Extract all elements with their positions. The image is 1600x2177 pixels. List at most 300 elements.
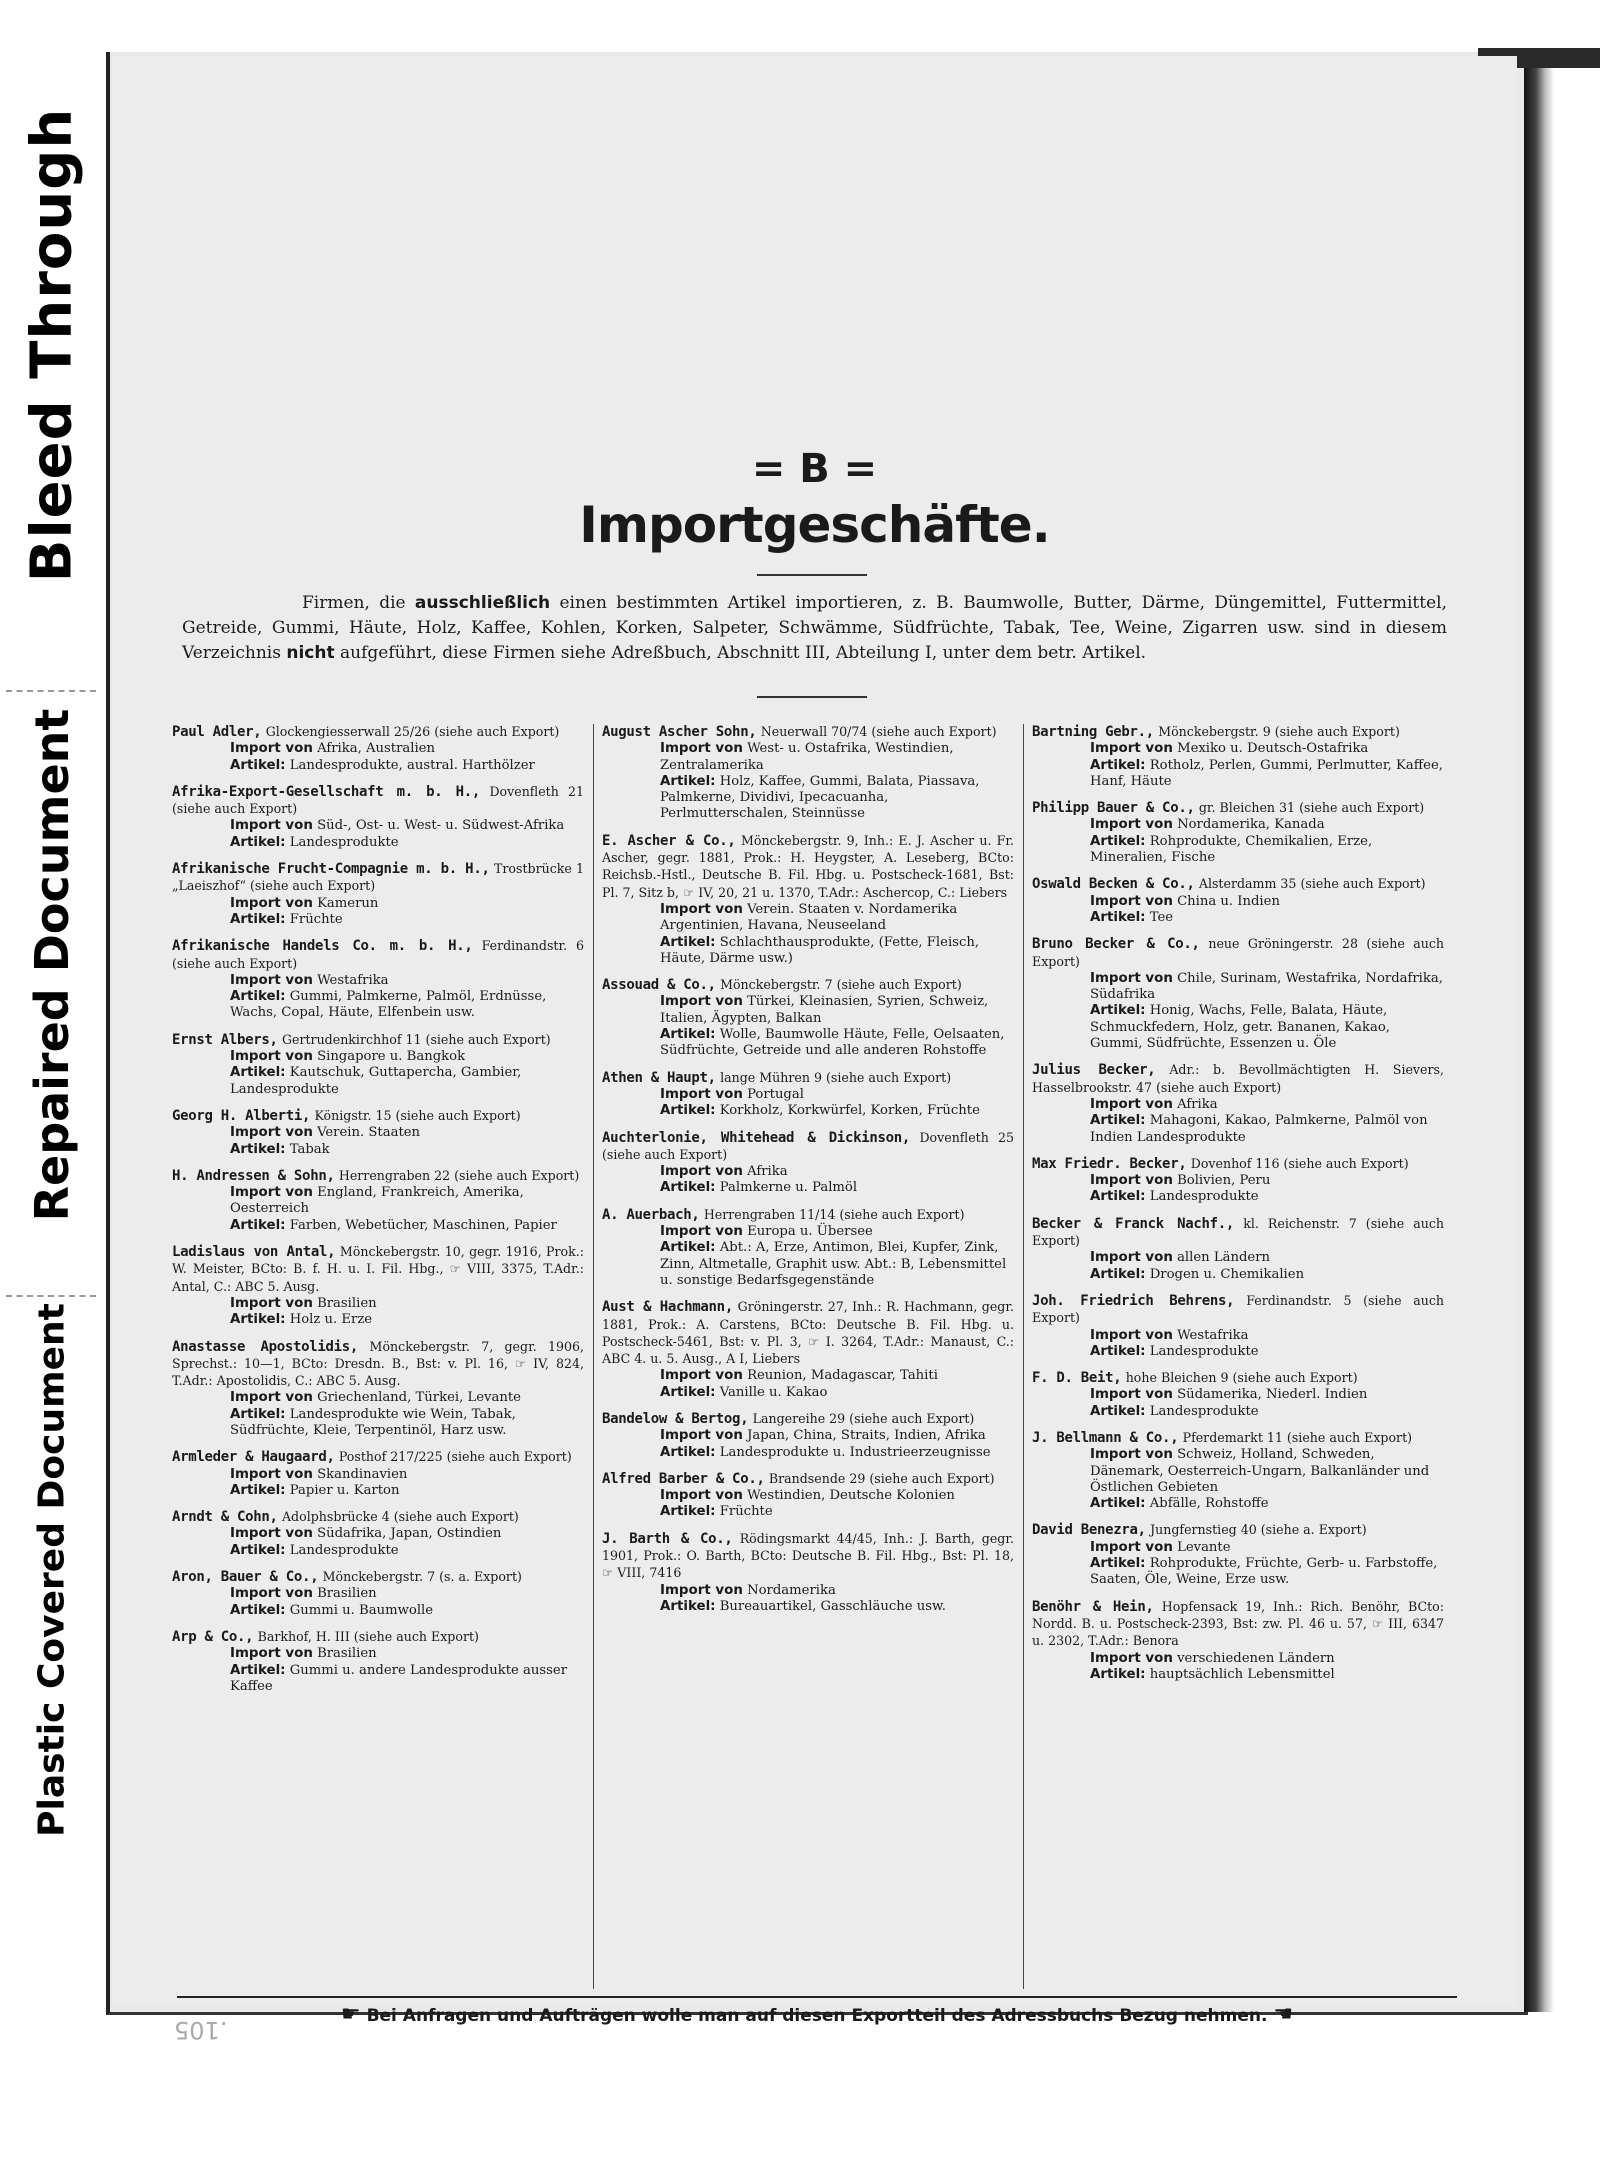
firm-name: A. Auerbach, bbox=[602, 1206, 700, 1223]
directory-entry bbox=[602, 1411, 1014, 1461]
line-label: Artikel: bbox=[660, 1027, 716, 1043]
directory-entry bbox=[1032, 1522, 1444, 1588]
import-line bbox=[172, 973, 584, 989]
firm-name: Julius Becker, bbox=[1032, 1062, 1156, 1079]
article-line bbox=[602, 1385, 1014, 1401]
line-value: England, Frankreich, Amerika, Oesterreich bbox=[230, 1185, 524, 1217]
line-label: Artikel: bbox=[230, 1662, 286, 1678]
firm-address: Brandsende 29 (siehe auch Export) bbox=[768, 1470, 995, 1486]
firm-name: H. Andressen & Sohn, bbox=[172, 1167, 335, 1184]
firm-name: Assouad & Co., bbox=[602, 977, 716, 994]
import-line bbox=[172, 1586, 584, 1602]
import-line bbox=[1032, 1250, 1444, 1266]
intro-paragraph bbox=[182, 591, 1447, 666]
firm-address: Gertrudenkirchhof 11 (siehe auch Export) bbox=[281, 1031, 551, 1047]
import-line bbox=[602, 1583, 1014, 1599]
line-label: Artikel: bbox=[230, 1542, 286, 1558]
line-value: Skandinavien bbox=[317, 1466, 408, 1482]
line-value: Gummi u. Baumwolle bbox=[289, 1602, 434, 1618]
line-value: Früchte bbox=[289, 911, 343, 927]
firm-address: Pferdemarkt 11 (siehe auch Export) bbox=[1182, 1429, 1413, 1445]
line-value: Tabak bbox=[289, 1141, 330, 1157]
firm-name: Benöhr & Hein, bbox=[1032, 1598, 1154, 1615]
line-label: Artikel: bbox=[230, 757, 286, 773]
intro-text: einen bestimmten Artikel importieren, z. B. Baumwolle, Butter, Därme, Düngemittel, Futtermittel, Getreide, Gummi, Häute, Holz, Kaffee, Kohlen, Korken, Salpeter, Schwämme, Südfrüchte, Tabak, Tee, Weine, Zigarren usw. sind in diesem Verzeichnis bbox=[182, 593, 1447, 663]
import-line bbox=[172, 896, 584, 912]
entry-header bbox=[602, 977, 1014, 994]
entry-header bbox=[172, 784, 584, 819]
line-label: Artikel: bbox=[1090, 909, 1146, 925]
directory-entry bbox=[172, 1108, 584, 1158]
page-title: Importgeschäfte. bbox=[579, 496, 1050, 554]
line-label: Import von bbox=[230, 1049, 313, 1065]
article-line bbox=[172, 1663, 584, 1696]
article-line bbox=[1032, 1667, 1444, 1683]
firm-address: Mönckebergstr. 9, Inh.: E. J. Ascher u. Fr. Ascher, gegr. 1881, Prok.: H. Heygster, A. Leseberg, BCto: Reichsb.-Hstl., Deutsche B. Fil. Hbg. u. Postscheck-1681, Bst: Pl. 7, Sitz b, ☞ IV, 20, 21 u. 1370, T.Adr.: Aschercop, C.: Liebers bbox=[602, 832, 1014, 900]
line-value: Griechenland, Türkei, Levante bbox=[317, 1390, 521, 1406]
firm-name: F. D. Beit, bbox=[1032, 1370, 1122, 1387]
firm-address: Adr.: b. Bevollmächtigten H. Sievers, Hasselbrookstr. 47 (siehe auch Export) bbox=[1032, 1062, 1444, 1095]
firm-address: Mönckebergstr. 7 (s. a. Export) bbox=[322, 1569, 522, 1585]
entry-header bbox=[602, 1130, 1014, 1165]
firm-address: Trostbrücke 1 „Laeiszhof“ (siehe auch Export) bbox=[172, 861, 584, 894]
article-line bbox=[602, 1027, 1014, 1060]
line-value: Landesprodukte bbox=[1149, 1403, 1259, 1419]
firm-name: Max Friedr. Becker, bbox=[1032, 1155, 1187, 1172]
line-label: Artikel: bbox=[230, 1065, 286, 1081]
line-value: hauptsächlich Lebensmittel bbox=[1149, 1666, 1335, 1682]
line-value: Kamerun bbox=[317, 895, 379, 911]
article-line bbox=[1032, 1189, 1444, 1205]
import-line bbox=[1032, 1328, 1444, 1344]
line-value: Landesprodukte u. Industrieerzeugnisse bbox=[719, 1444, 991, 1460]
firm-address: hohe Bleichen 9 (siehe auch Export) bbox=[1125, 1370, 1358, 1386]
directory-entry bbox=[602, 1299, 1014, 1401]
firm-name: E. Ascher & Co., bbox=[602, 832, 736, 849]
line-label: Artikel: bbox=[1090, 1003, 1146, 1019]
line-value: Holz, Kaffee, Gummi, Balata, Piassava, Palmkerne, Dividivi, Ipecacuanha, Perlmutterschalen, Steinnüsse bbox=[660, 773, 980, 822]
title-rule bbox=[757, 574, 867, 576]
article-line bbox=[602, 1445, 1014, 1461]
line-value: Mexiko u. Deutsch-Ostafrika bbox=[1177, 741, 1369, 757]
line-value: Schlachthausprodukte, (Fette, Fleisch, Häute, Därme usw.) bbox=[660, 934, 980, 966]
line-label: Artikel: bbox=[230, 1312, 286, 1328]
intro-emphasis: nicht bbox=[286, 643, 335, 663]
import-line bbox=[602, 1368, 1014, 1384]
firm-address: neue Gröningerstr. 28 (siehe auch Export) bbox=[1032, 936, 1444, 969]
line-value: Singapore u. Bangkok bbox=[317, 1049, 466, 1065]
footer-note bbox=[172, 2002, 1462, 2027]
firm-address: Herrengraben 22 (siehe auch Export) bbox=[338, 1167, 580, 1183]
entry-header bbox=[602, 1299, 1014, 1368]
import-line bbox=[172, 1390, 584, 1406]
line-value: Holz u. Erze bbox=[289, 1312, 373, 1328]
firm-address: Ferdinandstr. 5 (siehe auch Export) bbox=[1032, 1292, 1444, 1326]
entry-header bbox=[172, 1569, 584, 1586]
firm-address: Mönckebergstr. 7, gegr. 1906, Sprechst.: 10—1, BCto: Dresdn. B., Bst: v. Pl. 16, ☞ IV, 824, T.Adr.: Apostolidis, C.: ABC 5. Ausg. bbox=[172, 1338, 584, 1389]
article-line bbox=[1032, 910, 1444, 926]
line-label: Artikel: bbox=[230, 1141, 286, 1157]
line-label: Import von bbox=[1090, 1447, 1173, 1463]
line-label: Import von bbox=[230, 1466, 313, 1482]
bleed-through-page-number: .105 bbox=[174, 2016, 228, 2044]
article-line bbox=[602, 1599, 1014, 1615]
line-value: Levante bbox=[1177, 1539, 1231, 1555]
article-line bbox=[1032, 1267, 1444, 1283]
import-line bbox=[172, 1646, 584, 1662]
line-label: Import von bbox=[1090, 817, 1173, 833]
pointing-hand-icon: ☛ bbox=[340, 2002, 361, 2027]
line-value: Chile, Surinam, Westafrika, Nordafrika, Südafrika bbox=[1090, 970, 1443, 1003]
line-value: Verein. Staaten v. Nordamerika Argentinien, Havana, Neuseeland bbox=[660, 901, 958, 934]
line-value: Palmkerne u. Palmöl bbox=[719, 1180, 858, 1196]
line-value: Westafrika bbox=[317, 972, 389, 988]
entry-header bbox=[1032, 1370, 1444, 1387]
line-label: Artikel: bbox=[230, 911, 286, 927]
entry-header bbox=[172, 1449, 584, 1466]
firm-name: Anastasse Apostolidis, bbox=[172, 1338, 359, 1355]
article-line bbox=[1032, 1556, 1444, 1589]
line-label: Artikel: bbox=[660, 1598, 716, 1614]
firm-address: Jungfernstieg 40 (siehe a. Export) bbox=[1150, 1522, 1367, 1538]
line-value: Brasilien bbox=[317, 1646, 377, 1662]
line-value: Farben, Webetücher, Maschinen, Papier bbox=[289, 1217, 557, 1233]
line-label: Import von bbox=[1090, 741, 1173, 757]
import-line bbox=[172, 818, 584, 834]
article-line bbox=[602, 1504, 1014, 1520]
directory-entry bbox=[602, 977, 1014, 1059]
entry-header bbox=[172, 1168, 584, 1185]
line-label: Artikel: bbox=[230, 1406, 286, 1422]
article-line bbox=[1032, 1003, 1444, 1052]
firm-name: Paul Adler, bbox=[172, 724, 262, 740]
firm-address: lange Mühren 9 (siehe auch Export) bbox=[720, 1069, 952, 1085]
firm-address: Ferdinandstr. 6 (siehe auch Export) bbox=[172, 938, 584, 971]
line-label: Import von bbox=[230, 1646, 313, 1662]
line-label: Import von bbox=[230, 818, 313, 834]
entry-header bbox=[602, 833, 1014, 902]
line-label: Import von bbox=[1090, 1327, 1173, 1343]
entry-header bbox=[172, 724, 584, 741]
line-value: Rohprodukte, Früchte, Gerb- u. Farbstoffe, Saaten, Öle, Weine, Erze usw. bbox=[1090, 1556, 1438, 1588]
firm-name: August Ascher Sohn, bbox=[602, 724, 757, 740]
line-value: Papier u. Karton bbox=[289, 1482, 400, 1498]
column-3 bbox=[1032, 724, 1444, 1693]
firm-name: Auchterlonie, Whitehead & Dickinson, bbox=[602, 1129, 911, 1146]
directory-entry bbox=[602, 1070, 1014, 1120]
firm-address: Langereihe 29 (siehe auch Export) bbox=[752, 1410, 975, 1426]
article-line bbox=[1032, 1344, 1444, 1360]
line-value: Landesprodukte bbox=[1149, 1343, 1259, 1359]
firm-name: David Benezra, bbox=[1032, 1522, 1146, 1539]
line-label: Import von bbox=[660, 1224, 743, 1240]
entry-header bbox=[1032, 1062, 1444, 1097]
line-value: Westafrika bbox=[1177, 1327, 1249, 1343]
article-line bbox=[1032, 1404, 1444, 1420]
label-bleed-through: Bleed Through bbox=[19, 107, 85, 583]
directory-entry bbox=[602, 1130, 1014, 1197]
article-line bbox=[172, 1483, 584, 1499]
pointing-hand-icon: ☚ bbox=[1273, 2002, 1294, 2027]
firm-name: Ladislaus von Antal, bbox=[172, 1244, 336, 1261]
line-label: Artikel: bbox=[1090, 1343, 1146, 1359]
article-line bbox=[172, 989, 584, 1022]
footer-text: Bei Anfragen und Aufträgen wolle man auf diesen Exportteil des Adressbuchs Bezug nehmen. bbox=[366, 2006, 1268, 2026]
line-value: Honig, Wachs, Felle, Balata, Häute, Schmuckfedern, Holz, getr. Bananen, Kakao, Gummi, Südfrüchte, Essenzen u. Öle bbox=[1090, 1003, 1390, 1052]
directory-entry bbox=[172, 1032, 584, 1098]
import-line bbox=[1032, 971, 1444, 1004]
firm-name: Athen & Haupt, bbox=[602, 1069, 716, 1086]
entry-header bbox=[172, 1629, 584, 1646]
entry-header bbox=[1032, 800, 1444, 817]
import-line bbox=[1032, 1173, 1444, 1189]
line-label: Artikel: bbox=[660, 1444, 716, 1460]
line-label: Import von bbox=[1090, 893, 1173, 909]
entry-header bbox=[172, 1108, 584, 1125]
line-value: Bolivien, Peru bbox=[1177, 1173, 1271, 1189]
line-value: Landesprodukte, austral. Harthölzer bbox=[289, 757, 535, 773]
line-label: Import von bbox=[660, 994, 743, 1010]
directory-columns bbox=[172, 724, 1457, 1989]
line-label: Artikel: bbox=[230, 1217, 286, 1233]
entry-header bbox=[602, 1207, 1014, 1224]
line-value: Japan, China, Straits, Indien, Afrika bbox=[747, 1428, 986, 1444]
directory-entry bbox=[172, 784, 584, 851]
line-label: Artikel: bbox=[1090, 1266, 1146, 1282]
article-line bbox=[1032, 834, 1444, 867]
import-line bbox=[172, 1125, 584, 1141]
line-value: Wolle, Baumwolle Häute, Felle, Oelsaaten, Südfrüchte, Getreide und alle anderen Rohstoffe bbox=[660, 1027, 1005, 1059]
line-value: Afrika bbox=[747, 1164, 788, 1180]
firm-address: Hopfensack 19, Inh.: Rich. Benöhr, BCto: Nordd. B. u. Postscheck-2393, Bst: zw. Pl. 46 u. 57, ☞ III, 6347 u. 2302, T.Adr.: Benora bbox=[1032, 1598, 1444, 1649]
import-line bbox=[602, 994, 1014, 1027]
line-value: Südamerika, Niederl. Indien bbox=[1177, 1387, 1368, 1403]
line-value: allen Ländern bbox=[1177, 1250, 1271, 1266]
line-label: Artikel: bbox=[1090, 1113, 1146, 1129]
entry-header bbox=[172, 1339, 584, 1391]
firm-address: Dovenfleth 25 (siehe auch Export) bbox=[602, 1129, 1014, 1162]
firm-address: Königstr. 15 (siehe auch Export) bbox=[314, 1107, 521, 1123]
import-line bbox=[172, 741, 584, 757]
page-fold-shadow bbox=[1524, 52, 1554, 2012]
line-label: Artikel: bbox=[230, 1482, 286, 1498]
label-repaired-document: Repaired Document bbox=[25, 708, 79, 1222]
entry-header bbox=[172, 1244, 584, 1296]
directory-entry bbox=[172, 1509, 584, 1559]
firm-name: Bandelow & Bertog, bbox=[602, 1410, 749, 1427]
line-value: Süd-, Ost- u. West- u. Südwest-Afrika bbox=[317, 818, 565, 834]
firm-address: Adolphsbrücke 4 (siehe auch Export) bbox=[281, 1509, 519, 1525]
line-label: Artikel: bbox=[660, 1180, 716, 1196]
directory-entry bbox=[1032, 1216, 1444, 1283]
firm-address: Neuerwall 70/74 (siehe auch Export) bbox=[760, 724, 997, 739]
line-value: Türkei, Kleinasien, Syrien, Schweiz, Italien, Ägypten, Balkan bbox=[660, 994, 989, 1026]
article-line bbox=[1032, 1496, 1444, 1512]
line-label: Artikel: bbox=[1090, 1666, 1146, 1682]
entry-header bbox=[1032, 1599, 1444, 1651]
article-line bbox=[172, 1543, 584, 1559]
firm-address: Posthof 217/225 (siehe auch Export) bbox=[338, 1449, 572, 1465]
line-value: Landesprodukte bbox=[289, 834, 399, 850]
line-value: Verein. Staaten bbox=[317, 1125, 421, 1141]
directory-entry bbox=[1032, 800, 1444, 866]
line-label: Import von bbox=[1090, 970, 1173, 986]
firm-name: Georg H. Alberti, bbox=[172, 1107, 311, 1124]
firm-name: Afrika-Export-Gesellschaft m. b. H., bbox=[172, 783, 481, 800]
import-line bbox=[602, 902, 1014, 935]
firm-name: Becker & Franck Nachf., bbox=[1032, 1215, 1234, 1232]
line-value: Kautschuk, Guttapercha, Gambier, Landesprodukte bbox=[230, 1065, 522, 1097]
firm-address: Mönckebergstr. 9 (siehe auch Export) bbox=[1158, 724, 1400, 739]
directory-entry bbox=[1032, 1370, 1444, 1420]
column-divider bbox=[593, 724, 594, 1989]
directory-entry bbox=[1032, 1599, 1444, 1683]
directory-entry bbox=[172, 1339, 584, 1440]
line-value: Afrika bbox=[1177, 1096, 1218, 1112]
line-label: Import von bbox=[660, 1428, 743, 1444]
import-line bbox=[1032, 1097, 1444, 1113]
document-page bbox=[112, 56, 1517, 2044]
line-value: Europa u. Übersee bbox=[747, 1224, 873, 1240]
directory-entry bbox=[1032, 1156, 1444, 1206]
line-label: Import von bbox=[230, 972, 313, 988]
line-value: Gummi, Palmkerne, Palmöl, Erdnüsse, Wachs, Copal, Häute, Elfenbein usw. bbox=[230, 989, 547, 1021]
firm-address: Mönckebergstr. 10, gegr. 1916, Prok.: W. Meister, BCto: B. f. H. u. I. Fil. Hbg., ☞ VIII, 3375, T.Adr.: Antal, C.: ABC 5. Ausg. bbox=[172, 1244, 584, 1294]
line-value: Tee bbox=[1149, 909, 1174, 925]
import-line bbox=[602, 1488, 1014, 1504]
entry-header bbox=[172, 861, 584, 896]
directory-entry bbox=[172, 1569, 584, 1619]
line-value: China u. Indien bbox=[1177, 893, 1280, 909]
line-label: Artikel: bbox=[230, 834, 286, 850]
article-line bbox=[172, 835, 584, 851]
line-label: Import von bbox=[230, 895, 313, 911]
line-label: Import von bbox=[230, 1586, 313, 1602]
line-label: Artikel: bbox=[1090, 1189, 1146, 1205]
line-label: Import von bbox=[230, 1526, 313, 1542]
line-value: Nordamerika, Kanada bbox=[1177, 817, 1325, 833]
directory-entry bbox=[1032, 1293, 1444, 1360]
line-label: Artikel: bbox=[660, 1240, 716, 1256]
line-label: Import von bbox=[660, 1368, 743, 1384]
article-line bbox=[602, 1180, 1014, 1196]
article-line bbox=[172, 1312, 584, 1328]
firm-name: J. Bellmann & Co., bbox=[1032, 1429, 1179, 1446]
entry-header bbox=[1032, 1522, 1444, 1539]
column-1 bbox=[172, 724, 584, 1705]
directory-entry bbox=[1032, 1062, 1444, 1145]
sidebar bbox=[0, 0, 105, 1870]
import-line bbox=[1032, 894, 1444, 910]
entry-header bbox=[1032, 876, 1444, 893]
article-line bbox=[602, 935, 1014, 968]
entry-header bbox=[172, 1509, 584, 1526]
line-value: Landesprodukte bbox=[1149, 1189, 1259, 1205]
line-label: Import von bbox=[660, 1086, 743, 1102]
line-value: Westindien, Deutsche Kolonien bbox=[747, 1488, 955, 1504]
firm-name: Oswald Becken & Co., bbox=[1032, 876, 1195, 893]
line-value: Vanille u. Kakao bbox=[719, 1384, 828, 1400]
import-line bbox=[602, 1428, 1014, 1444]
line-value: Landesprodukte bbox=[289, 1542, 399, 1558]
line-value: Früchte bbox=[719, 1504, 773, 1520]
line-label: Import von bbox=[660, 1164, 743, 1180]
directory-entry bbox=[602, 1207, 1014, 1289]
import-line bbox=[602, 1087, 1014, 1103]
firm-name: Aron, Bauer & Co., bbox=[172, 1569, 319, 1586]
firm-name: Arp & Co., bbox=[172, 1628, 254, 1645]
line-label: Import von bbox=[660, 1582, 743, 1598]
firm-name: Alfred Barber & Co., bbox=[602, 1470, 765, 1487]
firm-address: Mönckebergstr. 7 (siehe auch Export) bbox=[720, 977, 962, 993]
firm-address: Rödingsmarkt 44/45, Inh.: J. Barth, gegr. 1901, Prok.: O. Barth, BCto: Deutsche B. Fil. Hbg., Bst: Pl. 18, ☞ VIII, 7416 bbox=[602, 1530, 1014, 1581]
entry-header bbox=[1032, 1156, 1444, 1173]
line-label: Artikel: bbox=[660, 1504, 716, 1520]
entry-header bbox=[602, 1531, 1014, 1583]
directory-entry bbox=[172, 938, 584, 1021]
footer-rule bbox=[177, 1996, 1457, 1998]
directory-entry bbox=[602, 724, 1014, 823]
article-line bbox=[1032, 758, 1444, 791]
line-label: Import von bbox=[230, 1185, 313, 1201]
entry-header bbox=[172, 938, 584, 973]
article-line bbox=[172, 1065, 584, 1098]
line-label: Import von bbox=[1090, 1387, 1173, 1403]
directory-entry bbox=[602, 833, 1014, 967]
firm-name: Bartning Gebr., bbox=[1032, 724, 1154, 740]
entry-header bbox=[602, 1411, 1014, 1428]
firm-name: Afrikanische Handels Co. m. b. H., bbox=[172, 938, 473, 955]
import-line bbox=[172, 1467, 584, 1483]
line-label: Artikel: bbox=[660, 1384, 716, 1400]
directory-entry bbox=[172, 1449, 584, 1499]
article-line bbox=[172, 1218, 584, 1234]
firm-name: Aust & Hachmann, bbox=[602, 1299, 733, 1316]
entry-header bbox=[1032, 1216, 1444, 1251]
article-line bbox=[602, 774, 1014, 823]
line-value: Rotholz, Perlen, Gummi, Perlmutter, Kaffee, Hanf, Häute bbox=[1090, 757, 1443, 789]
directory-entry bbox=[1032, 936, 1444, 1052]
entry-header bbox=[1032, 724, 1444, 741]
entry-header bbox=[172, 1032, 584, 1049]
firm-address: Alsterdamm 35 (siehe auch Export) bbox=[1198, 876, 1426, 892]
line-value: Südafrika, Japan, Ostindien bbox=[317, 1526, 502, 1542]
line-label: Import von bbox=[1090, 1650, 1173, 1666]
import-line bbox=[602, 741, 1014, 774]
import-line bbox=[1032, 1387, 1444, 1403]
intro-text: Firmen, die bbox=[302, 593, 415, 613]
line-label: Import von bbox=[660, 741, 743, 757]
line-value: Nordamerika bbox=[747, 1582, 836, 1598]
article-line bbox=[172, 1407, 584, 1440]
line-label: Artikel: bbox=[1090, 1403, 1146, 1419]
line-label: Artikel: bbox=[660, 934, 716, 950]
import-line bbox=[1032, 741, 1444, 757]
line-value: verschiedenen Ländern bbox=[1177, 1650, 1335, 1666]
line-label: Artikel: bbox=[1090, 833, 1146, 849]
entry-header bbox=[602, 724, 1014, 741]
entry-header bbox=[1032, 936, 1444, 971]
article-line bbox=[602, 1240, 1014, 1289]
firm-address: Glockengiesserwall 25/26 (siehe auch Export) bbox=[265, 724, 560, 739]
line-value: Rohprodukte, Chemikalien, Erze, Mineralien, Fische bbox=[1090, 833, 1373, 866]
directory-entry bbox=[1032, 1430, 1444, 1512]
import-line bbox=[1032, 1447, 1444, 1496]
line-label: Import von bbox=[1090, 1539, 1173, 1555]
directory-entry bbox=[602, 1531, 1014, 1615]
directory-entry bbox=[1032, 876, 1444, 926]
firm-address: Dovenfleth 21 (siehe auch Export) bbox=[172, 783, 584, 817]
